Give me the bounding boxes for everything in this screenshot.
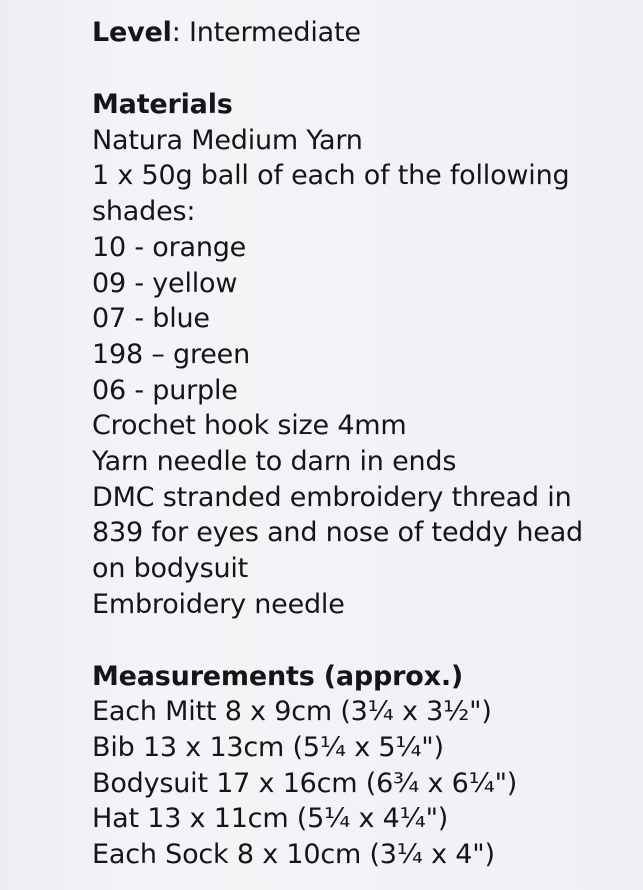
materials-line: on bodysuit [92,553,249,585]
measurement-line: Each Mitt 8 x 9cm (3¼ x 3½") [92,696,492,728]
measurement-line: Hat 13 x 11cm (5¼ x 4¼") [92,803,449,835]
materials-heading: Materials [92,89,233,120]
measurement-line: Bib 13 x 13cm (5¼ x 5¼") [92,731,444,763]
measurement-line: Each Sock 8 x 10cm (3¼ x 4") [92,839,495,871]
shade-line: 198 – green [92,338,250,370]
level-separator: : [171,17,181,48]
shade-line: 07 - blue [92,303,210,335]
measurements-section [92,659,632,873]
materials-section [92,87,632,623]
pattern-content [92,15,632,873]
materials-line: DMC stranded embroidery thread in [92,481,572,513]
materials-line: 1 x 50g ball of each of the following [92,160,570,192]
materials-line: Yarn needle to darn in ends [92,446,457,478]
shade-line: 09 - yellow [92,267,238,299]
level-value: Intermediate [180,17,361,48]
materials-line: Natura Medium Yarn [92,124,363,156]
level-line [92,15,632,51]
materials-line: 839 for eyes and nose of teddy head [92,517,583,549]
measurement-line: Bodysuit 17 x 16cm (6¾ x 6¼") [92,767,518,799]
materials-line: Embroidery needle [92,588,345,620]
shade-line: 06 - purple [92,374,238,406]
materials-line: Crochet hook size 4mm [92,410,407,442]
level-label: Level [92,17,172,48]
measurements-heading: Measurements (approx.) [92,660,464,692]
materials-line: shades: [92,196,196,228]
shade-line: 10 - orange [92,231,247,263]
